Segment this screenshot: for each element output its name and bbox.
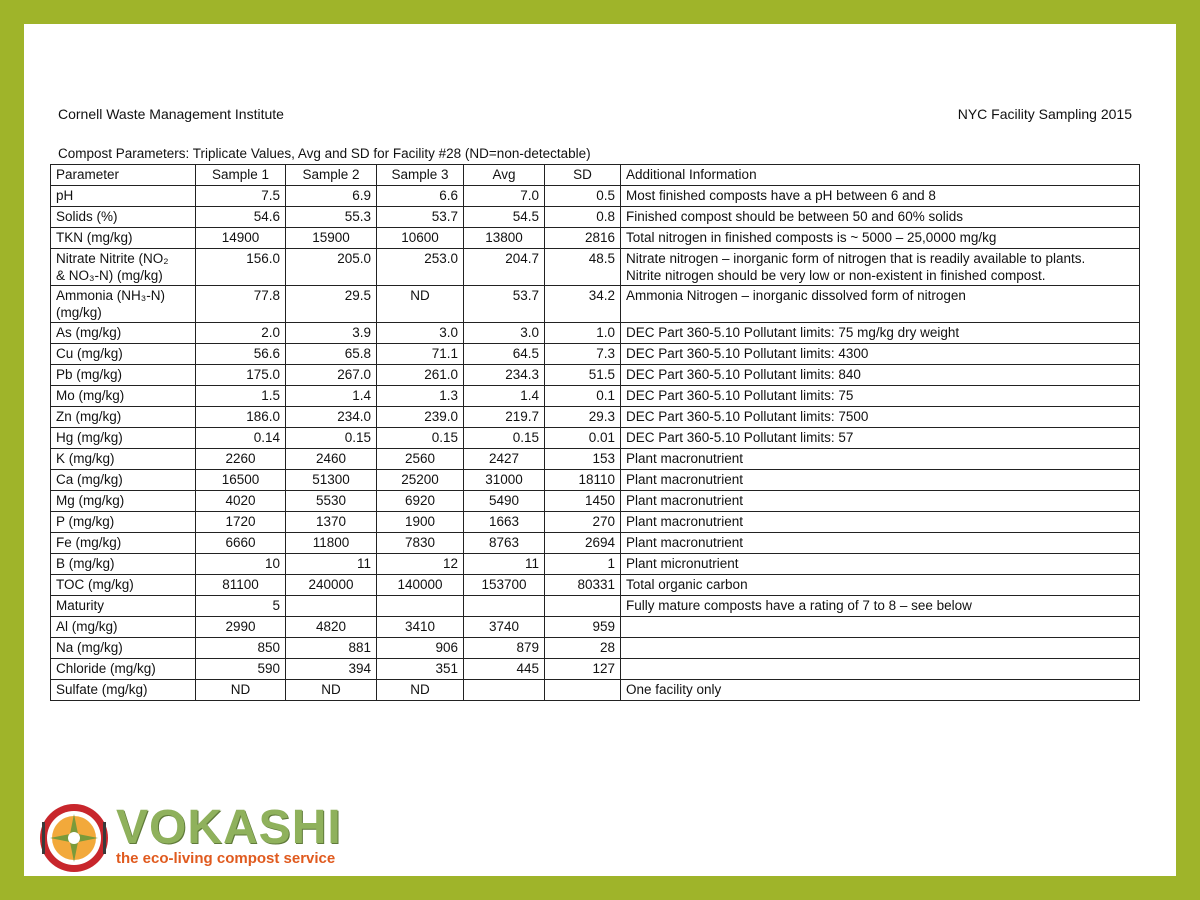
s3-cell: 71.1 [377,344,464,365]
s1-cell: 156.0 [196,249,286,286]
info-cell [621,617,1140,638]
s1-cell: 56.6 [196,344,286,365]
table-row [51,554,1140,575]
s1-cell: 81100 [196,575,286,596]
parameter-cell: pH [51,186,196,207]
sd-cell: 127 [545,659,621,680]
sd-cell: 0.5 [545,186,621,207]
table-row [51,344,1140,365]
parameter-cell: TOC (mg/kg) [51,575,196,596]
s3-cell: 10600 [377,228,464,249]
s1-cell: 1720 [196,512,286,533]
table-header-row [51,165,1140,186]
parameter-cell: Na (mg/kg) [51,638,196,659]
avg-cell [464,596,545,617]
s2-cell: ND [286,680,377,701]
s3-cell: 1.3 [377,386,464,407]
sd-cell: 1.0 [545,323,621,344]
table-row [51,365,1140,386]
info-cell: Ammonia Nitrogen – inorganic dissolved form of nitrogen [621,286,1140,323]
s2-cell: 881 [286,638,377,659]
parameter-cell: Pb (mg/kg) [51,365,196,386]
s2-cell: 234.0 [286,407,377,428]
s1-cell: 590 [196,659,286,680]
parameter-cell: As (mg/kg) [51,323,196,344]
parameter-cell: Zn (mg/kg) [51,407,196,428]
column-header: Sample 2 [286,165,377,186]
parameter-cell: Sulfate (mg/kg) [51,680,196,701]
s3-cell: 3410 [377,617,464,638]
s1-cell: 16500 [196,470,286,491]
column-header: SD [545,165,621,186]
s2-cell: 6.9 [286,186,377,207]
brand-name: VOKASHI [116,801,342,854]
parameter-cell: Mg (mg/kg) [51,491,196,512]
s1-cell: 77.8 [196,286,286,323]
parameter-cell: Al (mg/kg) [51,617,196,638]
avg-cell: 153700 [464,575,545,596]
table-row [51,491,1140,512]
avg-cell: 0.15 [464,428,545,449]
sd-cell [545,596,621,617]
sd-cell: 18110 [545,470,621,491]
avg-cell [464,680,545,701]
s1-cell: 10 [196,554,286,575]
s2-cell: 11800 [286,533,377,554]
s2-cell: 240000 [286,575,377,596]
s3-cell: 6.6 [377,186,464,207]
avg-cell: 5490 [464,491,545,512]
sd-cell: 2816 [545,228,621,249]
s1-cell: 5 [196,596,286,617]
table-row [51,186,1140,207]
s2-cell: 11 [286,554,377,575]
s3-cell: ND [377,680,464,701]
s1-cell: 1.5 [196,386,286,407]
info-cell: Plant macronutrient [621,533,1140,554]
s1-cell: 54.6 [196,207,286,228]
parameter-cell: B (mg/kg) [51,554,196,575]
s3-cell: 3.0 [377,323,464,344]
avg-cell: 3740 [464,617,545,638]
avg-cell: 3.0 [464,323,545,344]
table-row [51,407,1140,428]
parameter-cell: Ca (mg/kg) [51,470,196,491]
info-cell: Plant macronutrient [621,449,1140,470]
s2-cell: 65.8 [286,344,377,365]
sd-cell: 28 [545,638,621,659]
sd-cell: 0.01 [545,428,621,449]
column-header: Sample 3 [377,165,464,186]
sd-cell: 48.5 [545,249,621,286]
info-cell: DEC Part 360-5.10 Pollutant limits: 7500 [621,407,1140,428]
info-cell: Plant macronutrient [621,491,1140,512]
table-row [51,638,1140,659]
s1-cell: 175.0 [196,365,286,386]
s3-cell: 261.0 [377,365,464,386]
avg-cell: 1663 [464,512,545,533]
s3-cell: 6920 [377,491,464,512]
sd-cell: 270 [545,512,621,533]
sd-cell: 0.1 [545,386,621,407]
info-cell: Nitrate nitrogen – inorganic form of nitrogen that is readily available to plants. Nitrite nitrogen should be very low or non-existent in finished compost. [621,249,1140,286]
table-row [51,386,1140,407]
s1-cell: 850 [196,638,286,659]
avg-cell: 13800 [464,228,545,249]
info-cell: Plant macronutrient [621,470,1140,491]
s3-cell: 239.0 [377,407,464,428]
info-cell: Fully mature composts have a rating of 7 to 8 – see below [621,596,1140,617]
parameter-cell: Ammonia (NH₃-N) (mg/kg) [51,286,196,323]
s1-cell: 6660 [196,533,286,554]
s2-cell: 5530 [286,491,377,512]
s3-cell [377,596,464,617]
table-row [51,249,1140,286]
s3-cell: 140000 [377,575,464,596]
s3-cell: 1900 [377,512,464,533]
info-cell: DEC Part 360-5.10 Pollutant limits: 840 [621,365,1140,386]
sd-cell: 7.3 [545,344,621,365]
table-row [51,617,1140,638]
s3-cell: 2560 [377,449,464,470]
s3-cell: 25200 [377,470,464,491]
avg-cell: 1.4 [464,386,545,407]
avg-cell: 2427 [464,449,545,470]
sd-cell: 34.2 [545,286,621,323]
column-header: Avg [464,165,545,186]
table-row [51,286,1140,323]
avg-cell: 204.7 [464,249,545,286]
table-row [51,680,1140,701]
s3-cell: 0.15 [377,428,464,449]
table-caption: Compost Parameters: Triplicate Values, Avg and SD for Facility #28 (ND=non-detectable) [58,146,591,161]
s3-cell: 53.7 [377,207,464,228]
table-row [51,659,1140,680]
table-row [51,323,1140,344]
info-cell [621,638,1140,659]
table-row [51,575,1140,596]
document-page [24,24,1176,876]
compass-plate-icon [40,804,108,872]
parameter-cell: Fe (mg/kg) [51,533,196,554]
sd-cell: 153 [545,449,621,470]
s2-cell: 29.5 [286,286,377,323]
institute-name: Cornell Waste Management Institute [58,106,284,122]
brand-tagline: the eco-living compost service [116,850,336,867]
table-row [51,228,1140,249]
s1-cell: 4020 [196,491,286,512]
sd-cell: 1450 [545,491,621,512]
parameter-cell: Cu (mg/kg) [51,344,196,365]
s2-cell: 267.0 [286,365,377,386]
info-cell: Most finished composts have a pH between 6 and 8 [621,186,1140,207]
s2-cell: 2460 [286,449,377,470]
sampling-title: NYC Facility Sampling 2015 [957,106,1132,122]
column-header: Additional Information [621,165,1140,186]
sd-cell: 959 [545,617,621,638]
s2-cell: 205.0 [286,249,377,286]
s1-cell: ND [196,680,286,701]
s1-cell: 186.0 [196,407,286,428]
table-row [51,512,1140,533]
avg-cell: 234.3 [464,365,545,386]
avg-cell: 8763 [464,533,545,554]
table-row [51,449,1140,470]
info-cell: DEC Part 360-5.10 Pollutant limits: 75 [621,386,1140,407]
s1-cell: 0.14 [196,428,286,449]
column-header: Sample 1 [196,165,286,186]
sd-cell: 0.8 [545,207,621,228]
avg-cell: 879 [464,638,545,659]
s1-cell: 2.0 [196,323,286,344]
parameter-cell: Chloride (mg/kg) [51,659,196,680]
s2-cell: 1.4 [286,386,377,407]
info-cell: Total nitrogen in finished composts is ~ 5000 – 25,0000 mg/kg [621,228,1140,249]
avg-cell: 64.5 [464,344,545,365]
s2-cell: 3.9 [286,323,377,344]
s2-cell: 4820 [286,617,377,638]
s2-cell: 15900 [286,228,377,249]
parameter-cell: Maturity [51,596,196,617]
avg-cell: 7.0 [464,186,545,207]
table-row [51,470,1140,491]
sd-cell: 2694 [545,533,621,554]
sd-cell: 29.3 [545,407,621,428]
s2-cell: 55.3 [286,207,377,228]
s1-cell: 2260 [196,449,286,470]
table-row [51,428,1140,449]
avg-cell: 11 [464,554,545,575]
sd-cell: 51.5 [545,365,621,386]
s3-cell: 12 [377,554,464,575]
s3-cell: 906 [377,638,464,659]
avg-cell: 53.7 [464,286,545,323]
s3-cell: ND [377,286,464,323]
info-cell: Total organic carbon [621,575,1140,596]
compost-parameters-table [50,164,1140,701]
avg-cell: 31000 [464,470,545,491]
parameter-cell: P (mg/kg) [51,512,196,533]
parameter-cell: Mo (mg/kg) [51,386,196,407]
s2-cell: 51300 [286,470,377,491]
info-cell: DEC Part 360-5.10 Pollutant limits: 57 [621,428,1140,449]
avg-cell: 219.7 [464,407,545,428]
s2-cell: 1370 [286,512,377,533]
sd-cell: 1 [545,554,621,575]
info-cell: Plant macronutrient [621,512,1140,533]
table-row [51,533,1140,554]
avg-cell: 445 [464,659,545,680]
parameter-cell: TKN (mg/kg) [51,228,196,249]
s2-cell [286,596,377,617]
parameter-cell: Solids (%) [51,207,196,228]
info-cell [621,659,1140,680]
info-cell: Plant micronutrient [621,554,1140,575]
s1-cell: 14900 [196,228,286,249]
s2-cell: 0.15 [286,428,377,449]
table-row [51,207,1140,228]
parameter-cell: Hg (mg/kg) [51,428,196,449]
info-cell: DEC Part 360-5.10 Pollutant limits: 4300 [621,344,1140,365]
info-cell: One facility only [621,680,1140,701]
info-cell: DEC Part 360-5.10 Pollutant limits: 75 mg/kg dry weight [621,323,1140,344]
s1-cell: 2990 [196,617,286,638]
s3-cell: 351 [377,659,464,680]
s3-cell: 7830 [377,533,464,554]
s2-cell: 394 [286,659,377,680]
sd-cell: 80331 [545,575,621,596]
avg-cell: 54.5 [464,207,545,228]
sd-cell [545,680,621,701]
table-row [51,596,1140,617]
parameter-cell: K (mg/kg) [51,449,196,470]
column-header: Parameter [51,165,196,186]
s1-cell: 7.5 [196,186,286,207]
parameter-cell: Nitrate Nitrite (NO₂ & NO₃-N) (mg/kg) [51,249,196,286]
info-cell: Finished compost should be between 50 and 60% solids [621,207,1140,228]
s3-cell: 253.0 [377,249,464,286]
